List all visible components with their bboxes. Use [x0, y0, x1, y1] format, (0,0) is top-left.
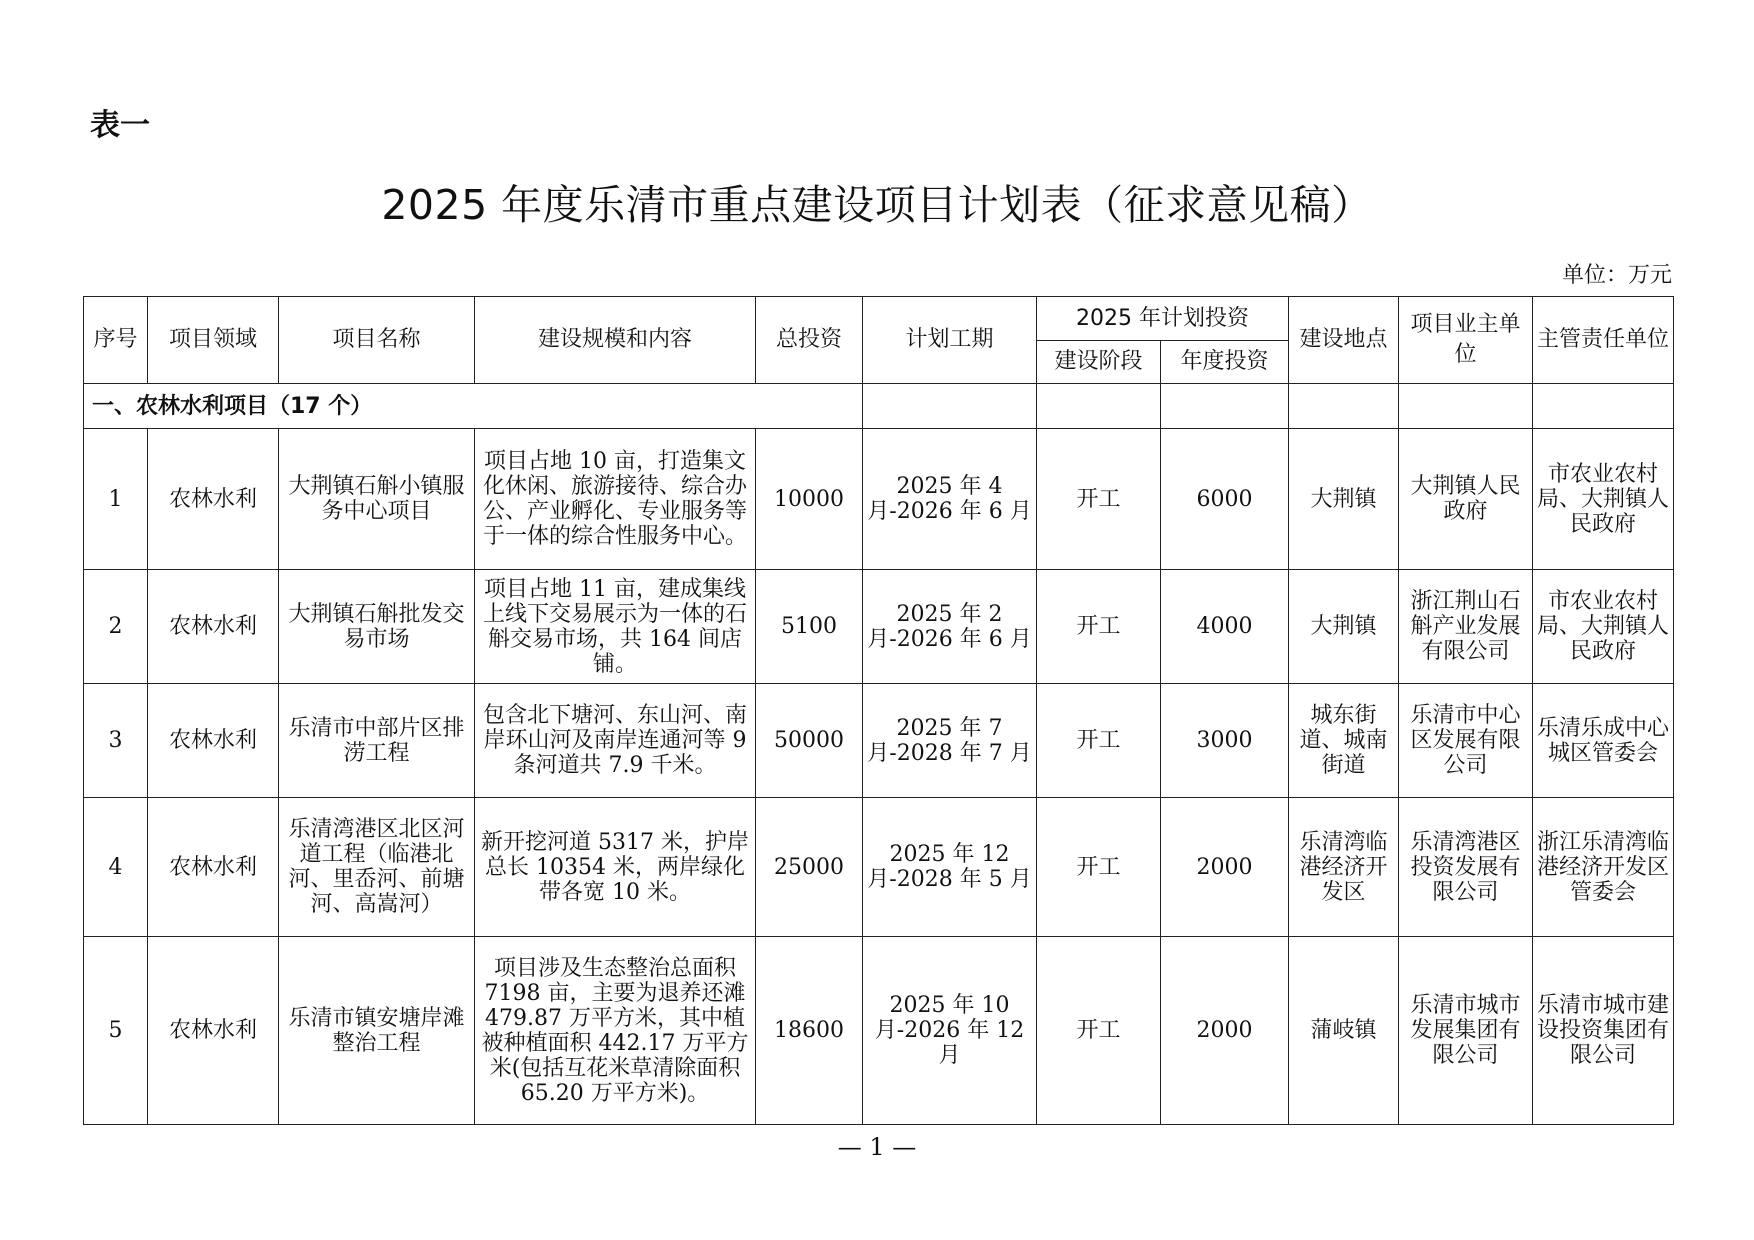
cell-seq: 2 — [84, 570, 148, 684]
cell-scope: 新开挖河道 5317 米，护岸总长 10354 米，两岸绿化带各宽 10 米。 — [475, 798, 756, 937]
cell-owner: 乐清湾港区投资发展有限公司 — [1399, 798, 1533, 937]
cell-total: 18600 — [756, 937, 863, 1125]
cell-annual: 2000 — [1161, 937, 1289, 1125]
cell-annual: 4000 — [1161, 570, 1289, 684]
cell-supervisor: 市农业农村局、大荆镇人民政府 — [1533, 429, 1674, 570]
cell-scope: 包含北下塘河、东山河、南岸环山河及南岸连通河等 9 条河道共 7.9 千米。 — [475, 684, 756, 798]
cell-stage: 开工 — [1037, 684, 1161, 798]
cell-owner: 乐清市城市发展集团有限公司 — [1399, 937, 1533, 1125]
cell-stage: 开工 — [1037, 798, 1161, 937]
table-row — [84, 798, 1674, 937]
header-supervisor: 主管责任单位 — [1533, 297, 1674, 384]
cell-location: 城东街道、城南街道 — [1289, 684, 1399, 798]
cell-scope: 项目占地 10 亩，打造集文化休闲、旅游接待、综合办公、产业孵化、专业服务等于一体的综合性服务中心。 — [475, 429, 756, 570]
project-plan-table — [83, 296, 1674, 1125]
cell-period: 2025 年 7 月-2028 年 7 月 — [863, 684, 1037, 798]
cell-location: 乐清湾临港经济开发区 — [1289, 798, 1399, 937]
cell-total: 50000 — [756, 684, 863, 798]
header-name: 项目名称 — [279, 297, 475, 384]
header-row-top — [84, 297, 1674, 341]
cell-domain: 农林水利 — [148, 798, 279, 937]
cell-annual: 2000 — [1161, 798, 1289, 937]
cell-stage: 开工 — [1037, 570, 1161, 684]
cell-owner: 浙江荆山石斛产业发展有限公司 — [1399, 570, 1533, 684]
cell-annual: 6000 — [1161, 429, 1289, 570]
cell-supervisor: 浙江乐清湾临港经济开发区管委会 — [1533, 798, 1674, 937]
cell-scope: 项目涉及生态整治总面积 7198 亩，主要为退养还滩 479.87 万平方米，其中植被种植面积 442.17 万平方米(包括互花米草清除面积 65.20 万平方米)。 — [475, 937, 756, 1125]
header-total: 总投资 — [756, 297, 863, 384]
cell-scope: 项目占地 11 亩，建成集线上线下交易展示为一体的石斛交易市场，共 164 间店铺。 — [475, 570, 756, 684]
cell-seq: 4 — [84, 798, 148, 937]
header-scope: 建设规模和内容 — [475, 297, 756, 384]
table-label: 表一 — [90, 108, 150, 143]
cell-location: 蒲岐镇 — [1289, 937, 1399, 1125]
cell-total: 10000 — [756, 429, 863, 570]
cell-owner: 大荆镇人民政府 — [1399, 429, 1533, 570]
unit-note: 单位：万元 — [1561, 263, 1672, 288]
header-period: 计划工期 — [863, 297, 1037, 384]
table-row — [84, 429, 1674, 570]
cell-total: 25000 — [756, 798, 863, 937]
cell-name: 大荆镇石斛批发交易市场 — [279, 570, 475, 684]
table-row — [84, 684, 1674, 798]
cell-period: 2025 年 12 月-2028 年 5 月 — [863, 798, 1037, 937]
table-row — [84, 937, 1674, 1125]
cell-location: 大荆镇 — [1289, 570, 1399, 684]
cell-period: 2025 年 4 月-2026 年 6 月 — [863, 429, 1037, 570]
page-number: — 1 — — [837, 1133, 917, 1161]
header-domain: 项目领域 — [148, 297, 279, 384]
cell-domain: 农林水利 — [148, 937, 279, 1125]
cell-name: 乐清市中部片区排涝工程 — [279, 684, 475, 798]
section-title: 一、农林水利项目（17 个） — [84, 384, 863, 429]
cell-supervisor: 市农业农村局、大荆镇人民政府 — [1533, 570, 1674, 684]
header-location: 建设地点 — [1289, 297, 1399, 384]
cell-name: 大荆镇石斛小镇服务中心项目 — [279, 429, 475, 570]
header-annual: 年度投资 — [1161, 341, 1289, 384]
cell-stage: 开工 — [1037, 429, 1161, 570]
cell-annual: 3000 — [1161, 684, 1289, 798]
cell-total: 5100 — [756, 570, 863, 684]
header-owner: 项目业主单位 — [1399, 297, 1533, 384]
section-row — [84, 384, 1674, 429]
cell-location: 大荆镇 — [1289, 429, 1399, 570]
cell-owner: 乐清市中心区发展有限公司 — [1399, 684, 1533, 798]
header-stage: 建设阶段 — [1037, 341, 1161, 384]
header-seq: 序号 — [84, 297, 148, 384]
page-title: 2025 年度乐清市重点建设项目计划表（征求意见稿） — [381, 181, 1373, 229]
cell-supervisor: 乐清市城市建设投资集团有限公司 — [1533, 937, 1674, 1125]
cell-seq: 1 — [84, 429, 148, 570]
cell-seq: 5 — [84, 937, 148, 1125]
cell-supervisor: 乐清乐成中心城区管委会 — [1533, 684, 1674, 798]
cell-domain: 农林水利 — [148, 429, 279, 570]
table-row — [84, 570, 1674, 684]
cell-period: 2025 年 2 月-2026 年 6 月 — [863, 570, 1037, 684]
header-plan-group: 2025 年计划投资 — [1037, 297, 1289, 341]
cell-name: 乐清市镇安塘岸滩整治工程 — [279, 937, 475, 1125]
cell-domain: 农林水利 — [148, 684, 279, 798]
cell-stage: 开工 — [1037, 937, 1161, 1125]
cell-domain: 农林水利 — [148, 570, 279, 684]
cell-seq: 3 — [84, 684, 148, 798]
cell-name: 乐清湾港区北区河道工程（临港北河、里岙河、前塘河、高嵩河） — [279, 798, 475, 937]
cell-period: 2025 年 10 月-2026 年 12 月 — [863, 937, 1037, 1125]
